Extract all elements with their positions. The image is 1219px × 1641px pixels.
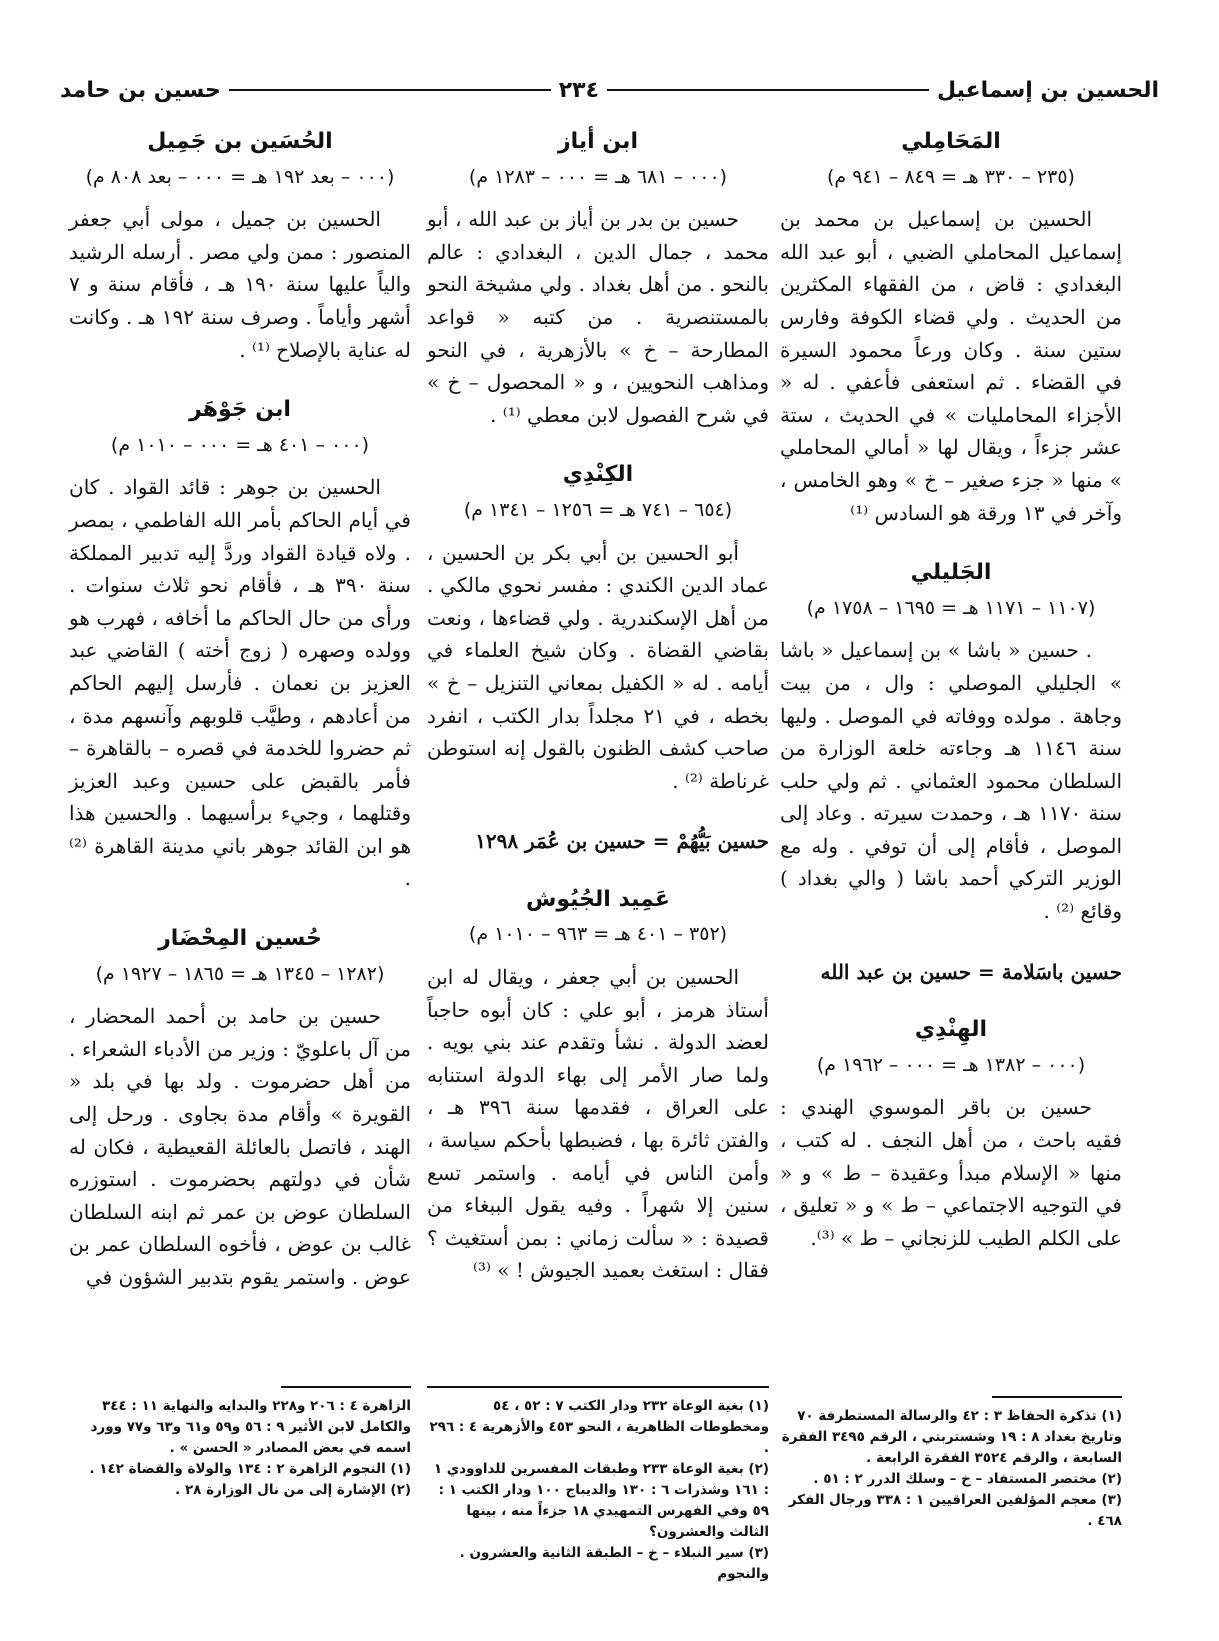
entry-dates: (١١٠٧ – ١١٧١ هـ = ١٦٩٥ – ١٧٥٨ م) (806, 596, 1096, 619)
entry-jalili (780, 557, 1122, 928)
entry-dates: (٠٠٠ – ٦٨١ هـ = ٠٠٠ – ١٢٨٣ م) (468, 165, 728, 188)
left-column (69, 126, 411, 1322)
footnote: (٣) سير النبلاء – خ – الطبقة الثانية والعشرون . والنجوم (459, 1545, 769, 1582)
header-right-title: الحسين بن إسماعيل (936, 77, 1159, 103)
footnote: (١) النجوم الزاهرة ٢ : ١٣٤ والولاة والقضاة ١٤٢ . (89, 1461, 411, 1477)
footnotes-middle (427, 1386, 769, 1585)
footnote: (١) تذكرة الحفاظ ٣ : ٤٢ والرسالة المستطرفة ٧٠ وتاريخ بغداد ٨ : ١٩ وشستربتي ، الرقم ٣٤٩٥ الفقرة السابعة ، والرقم ٣٥٢٤ الفقرة الرابعة . (781, 1408, 1122, 1466)
page-number: ٢٣٤ (558, 77, 600, 103)
right-column (780, 126, 1122, 1282)
entry-amid-aljuyush (427, 884, 769, 1287)
entry-mahamili (780, 126, 1122, 529)
entry-dates: (١٢٨٢ – ١٣٤٥ هـ = ١٨٦٥ – ١٩٢٧ م) (95, 962, 385, 985)
entry-text: الحسين بن أبي جعفر ، ويقال له ابن أستاذ هرمز ، أبو علي : كان أبوه حاجباً لعضد الدولة . نشأ وتقدم عند بني بويه . ولما صار الأمر إلى بهاء الدولة استنابه على العراق ، فقدمها سنة ٣٩٦ هـ ، والفتن ثائرة بها ، فضبطها بأحكم سياسة ، وأمن الناس في أيامه . واستمر تسع سنين إلا شهراً . وفيه يقول الببغاء من قصيدة : « سألت زماني : بمن أستغيث ؟ فقال : استغث بعميد الجيوش ! » ⁽³⁾ (427, 965, 770, 1283)
entry-kindi (427, 459, 769, 797)
entry-dates: (٣٥٢ – ٤٠١ هـ = ٩٦٣ – ١٠١٠ م) (468, 923, 728, 946)
entry-husayn-bin-jamil (69, 126, 411, 366)
entry-dates: (٠٠٠ – بعد ١٩٢ هـ = ٠٠٠ – بعد ٨٠٨ م) (85, 165, 395, 188)
entry-title: الجَليلي (910, 560, 992, 586)
footnote: (٢) الإشارة إلى من نال الوزارة ٢٨ . (175, 1482, 411, 1498)
entry-text: الحسين بن جميل ، مولى أبي جعفر المنصور : ممن ولي مصر . أرسله الرشيد والياً عليها سنة ١٩٠ هـ ، فأقام سنة و ٧ أشهر وأياماً . وصرف سنة ١٩٢ هـ . وكانت له عناية بالإصلاح ⁽¹⁾ . (69, 207, 412, 362)
footnotes-left (69, 1386, 411, 1501)
entry-title: الهِنْدِي (914, 1017, 988, 1043)
entry-dates: (٦٥٤ – ٧٤١ هـ = ١٢٥٦ – ١٣٤١ م) (463, 498, 733, 521)
footnotes-right (780, 1396, 1122, 1532)
footnote-continuation: الزاهرة ٤ : ٢٠٦ و٢٢٨ والبدايه والنهاية ١١ : ٣٤٤ والكامل لابن الأثير ٩ : ٥٦ و٥٩ و٦١ و٦٣ و٧٧ وورد اسمه في بعض المصادر « الحسن » . (90, 1398, 411, 1456)
entry-text: حسين بن باقر الموسوي الهندي : فقيه باحث ، من أهل النجف . له كتب ، منها « الإسلام مبدأ وعقيدة – ط » و « في التوجيه الاجتماعي – ط » و « تعليق ، على الكلم الطيب للزنجاني – ط » ⁽³⁾. (780, 1095, 1122, 1250)
cross-reference: حسين بَيُّهُمْ = حسين بن عُمَر ١٢٩٨ (475, 829, 769, 854)
footnote-rule (427, 1386, 769, 1388)
header-rule-right (607, 89, 929, 91)
entry-title: حُسين المِحْضَار (158, 926, 322, 952)
entry-title: ابن أياز (558, 129, 638, 154)
header-rule-left (229, 89, 551, 91)
footnote-rule (992, 1396, 1122, 1398)
entry-title: الحُسَين بن جَمِيل (147, 129, 333, 154)
entry-text: أبو الحسين بن أبي بكر بن الحسين ، عماد الدين الكندي : مفسر نحوي مالكي . من أهل الإسكندرية . ولي قضاءها ، ونعت بقاضي القضاة . وكان شيخ العلماء في أيامه . له « الكفيل بمعاني التنزيل – خ » بخطه ، في ٢١ مجلداً بدار الكتب ، انفرد صاحب كشف الظنون بالقول إنه استوطن غرناطة ⁽²⁾ . (427, 540, 769, 793)
entry-mihdar (69, 923, 411, 1294)
entry-dates: (٢٣٥ – ٣٣٠ هـ = ٨٤٩ – ٩٤١ م) (827, 165, 1075, 188)
footnote: (١) بغية الوعاة ٢٣٢ ودار الكتب ٧ : ٥٢ ، ٥٤ ومخطوطات الظاهرية ، النحو ٤٥٣ والأزهرية ٤ : ٢٩٦ . (429, 1398, 769, 1456)
header-left-title: حسين بن حامد (59, 77, 221, 103)
footnote-rule (281, 1386, 411, 1388)
entry-text: . حسين « باشا » بن إسماعيل « باشا » الجليلي الموصلي : وال ، من بيت وجاهة . مولده ووفاته في الموصل . وليها سنة ١١٤٦ هـ وجاءته خلعة الوزارة من السلطان محمود العثماني . ثم ولي حلب سنة ١١٧٠ هـ ، وحمدت سيرته . وعاد إلى الموصل ، فأقام إلى أن توفي . وله مع الوزير التركي أحمد باشا ( والي بغداد ) وقائع ⁽²⁾ . (780, 638, 1123, 924)
footnote: (٢) مختصر المستفاد – خ – وسلك الدرر ٢ : ٥١ . (813, 1471, 1122, 1487)
running-header (60, 70, 1159, 110)
middle-column (427, 126, 769, 1315)
entry-ibn-jawhar (69, 394, 411, 895)
footnote: (٢) بغية الوعاة ٢٣٣ وطبقات المفسرين للداوودي ١ : ١٦١ وشذرات ٦ : ١٣٠ والديباج ١٠٠ ودار الكتب ١ : ٥٩ وفي الفهرس التمهيدي ١٨ جزءاً منه ، بينها الثالث والعشرون؟ (433, 1461, 769, 1540)
entry-title: المَحَامِلي (901, 129, 1001, 154)
entry-title: ابن جَوْهَر (189, 397, 291, 423)
entry-text: الحسين بن إسماعيل بن محمد بن إسماعيل المحاملي الضبي ، أبو عبد الله البغدادي : قاض ، من الفقهاء المكثرين من الحديث . ولي قضاء الكوفة وفارس ستين سنة . وكان ورعاً محمود السيرة في القضاء . ثم استعفى فأعفي . له « الأجزاء المحامليات » في الحديث ، ستة عشر جزءاً ، ويقال لها « أمالي المحاملي » منها « جزء صغير – خ » وهو الخامس ، وآخر في ١٣ ورقة هو السادس ⁽¹⁾ (780, 207, 1122, 525)
entry-text: حسين بن حامد بن أحمد المحضار ، من آل باعلويّ : وزير من الأدباء الشعراء . من أهل حضرموت . ولد بها في بلد « القويرة » وأقام مدة بجاوى . ورحل إلى الهند ، فاتصل بالعائلة القعيطية ، فكان له شأن في دولتهم بحضرموت . استوزره السلطان عوض بن عمر ثم ابنه السلطان غالب بن عوض ، فأخوه السلطان عمر بن عوض . واستمر يقوم بتدبير الشؤون في (69, 1004, 411, 1289)
entry-dates: (٠٠٠ – ٤٠١ هـ = ٠٠٠ – ١٠١٠ م) (110, 433, 370, 456)
entry-title: الكِنْدِي (562, 462, 634, 488)
entry-hindi (780, 1014, 1122, 1254)
entry-title: عَمِيد الجُيُوش (526, 886, 670, 912)
cross-reference: حسين باسَلامة = حسين بن عبد الله (820, 959, 1122, 984)
entry-ibn-ayaz (427, 126, 769, 431)
entry-text: حسين بن بدر بن أياز بن عبد الله ، أبو محمد ، جمال الدين ، البغدادي : عالم بالنحو . من أهل بغداد . ولي مشيخة النحو بالمستنصرية . من كتبه « قواعد المطارحة – خ » بالأزهرية ، في النحو ومذاهب النحويين ، و « المحصول – خ » في شرح الفصول لابن معطي ⁽¹⁾ . (427, 207, 769, 427)
entry-text: الحسين بن جوهر : قائد القواد . كان في أيام الحاكم بأمر الله الفاطمي ، بمصر . ولاه قيادة القواد وردَّ إليه تدبير المملكة سنة ٣٩٠ هـ ، فأقام نحو ثلاث سنوات . ورأى من حال الحاكم ما أخافه ، فهرب هو وولده وصهره ( زوج أخته ) القاضي عبد العزيز بن نعمان . فأرسل إليهم الحاكم من أعادهم ، وطيَّب قلوبهم وآنسهم مدة ، ثم حضروا للخدمة في قصره – بالقاهرة – فأمر بالقبض على حسين وعبد العزيز وقتلهما ، وجيء برأسيهما . والحسين هذا هو ابن القائد جوهر باني مدينة القاهرة ⁽²⁾ . (69, 475, 412, 891)
entry-dates: (٠٠٠ – ١٣٨٢ هـ = ٠٠٠ – ١٩٦٢ م) (816, 1053, 1086, 1076)
footnote: (٣) معجم المؤلفين العراقيين ١ : ٣٣٨ ورجال الفكر ٤٦٨ . (788, 1492, 1122, 1529)
